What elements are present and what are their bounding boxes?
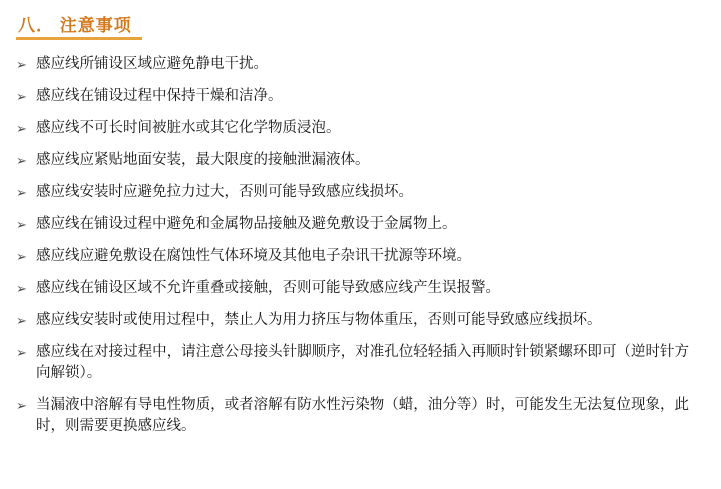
note-text: 感应线应紧贴地面安装，最大限度的接触泄漏液体。 [36,152,370,169]
note-text: 感应线所铺设区域应避免静电干扰。 [36,56,268,73]
list-item [14,310,707,331]
arrow-bullet-icon: ➢ [16,153,27,169]
list-item [14,395,707,437]
page-title [16,14,142,40]
list-item [14,246,707,267]
arrow-bullet-icon: ➢ [16,121,27,137]
note-text: 感应线在铺设区域不允许重叠或接触，否则可能导致感应线产生误报警。 [36,280,500,297]
arrow-bullet-icon: ➢ [16,57,27,73]
section-heading-text: 八． 注意事项 [18,16,132,35]
note-text: 感应线在铺设过程中避免和金属物品接触及避免敷设于金属物上。 [36,216,457,233]
arrow-bullet-icon: ➢ [16,313,27,329]
note-text: 感应线在对接过程中，请注意公母接头针脚顺序，对准孔位轻轻插入再顺时针锁紧螺环即可（逆时针方向解锁）。 [36,344,689,382]
arrow-bullet-icon: ➢ [16,249,27,265]
note-text: 感应线安装时应避免拉力过大，否则可能导致感应线损坏。 [36,184,413,201]
arrow-bullet-icon: ➢ [16,217,27,233]
list-item [14,54,707,75]
list-item [14,214,707,235]
list-item [14,278,707,299]
list-item [14,118,707,139]
note-text: 感应线在铺设过程中保持干燥和洁净。 [36,88,283,105]
note-text: 感应线安装时或使用过程中，禁止人为用力挤压与物体重压，否则可能导致感应线损坏。 [36,312,602,329]
note-text: 感应线不可长时间被脏水或其它化学物质浸泡。 [36,120,341,137]
notes-list [14,54,707,437]
arrow-bullet-icon: ➢ [16,398,27,414]
arrow-bullet-icon: ➢ [16,185,27,201]
list-item [14,150,707,171]
list-item [14,342,707,384]
arrow-bullet-icon: ➢ [16,281,27,297]
heading-underline [16,37,142,40]
note-text: 当漏液中溶解有导电性物质，或者溶解有防水性污染物（蜡，油分等）时，可能发生无法复位现象，此时，则需要更换感应线。 [36,397,689,435]
list-item [14,182,707,203]
arrow-bullet-icon: ➢ [16,89,27,105]
list-item [14,86,707,107]
note-text: 感应线应避免敷设在腐蚀性气体环境及其他电子杂讯干扰源等环境。 [36,248,471,265]
arrow-bullet-icon: ➢ [16,345,27,361]
